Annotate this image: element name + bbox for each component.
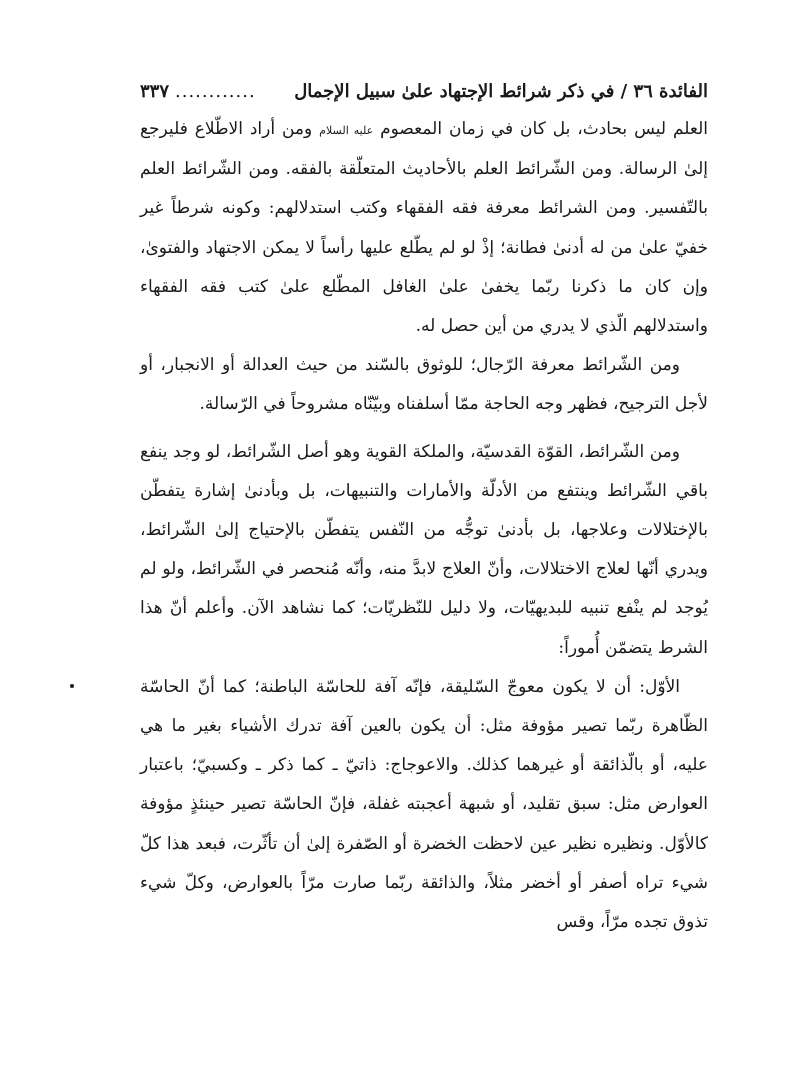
chapter-title: الفائدة ٣٦ / في ذكر شرائط الإجتهاد علىٰ سبيل الإجمال <box>294 81 708 102</box>
book-page <box>140 74 708 942</box>
page-number: ٣٣٧ <box>140 81 170 102</box>
margin-dot <box>70 684 74 688</box>
running-header <box>140 74 708 110</box>
paragraph-2: ومن الشّرائط معرفة الرّجال؛ للوثوق بالسّند من حيث العدالة أو الانجبار، أو لأجل الترجيح، فظهر وجه الحاجة ممّا أسلفناه وبيّنّاه مشروحاً في الرّسالة. <box>140 355 708 415</box>
honorific-text: عليه السلام <box>319 124 374 137</box>
paragraph-1: العلم ليس بحادث، بل كان في زمان المعصوم عليه السلام ومن أراد الاطّلاع فليرجع إلىٰ الرسالة. ومن الشّرائط العلم بالأحاديث المتعلّقة بالفقه. ومن الشّرائط العلم بالتّفسير. ومن الشرائط معرفة فقه الفقهاء وكتب استدلالهم: وكونه شرطاً غير خفيّ علىٰ من له أدنىٰ فطانة؛ إذْ لو لم يطّلع عليها رأساً لا يمكن الاجتهاد والفتوىٰ، وإن كان ما ذكرنا ربّما يخفىٰ علىٰ الغافل المطّلع علىٰ كتب فقه الفقهاء واستدلالهم الّذي لا يدري من أين حصل له. <box>140 119 708 337</box>
header-dots: ............ <box>175 81 256 102</box>
paragraph-4: الأوّل: أن لا يكون معوجّ السّليقة، فإنّه آفة للحاسّة الباطنة؛ كما أنّ الحاسّة الظّاهرة ربّما تصير مؤوفة مثل: أن يكون بالعين آفة تدرك الأشياء بغير ما هي عليه، أو بالّذائقة أو غيرهما كذلك. والاعوجاج: ذاتيّ ـ كما ذكر ـ وكسبيّ؛ باعتبار العوارض مثل: سبق تقليد، أو شبهة أعجبته غفلة، فإنّ الحاسّة تصير حينئذٍ مؤوفة كالأوّل. ونظيره نظير عين لاحظت الخضرة أو الصّفرة إلىٰ أن تأثّرت، فبعد هذا كلّ شيء تراه أصفر أو أخضر مثلاً، والذائقة ربّما صارت مرّاً بالعوارض، وكلّ شيء تذوق تجده مرّاً، وقس <box>140 676 708 933</box>
paragraph-3: ومن الشّرائط، القوّة القدسيّة، والملكة القوية وهو أصل الشّرائط، لو وجد ينفع باقي الشّرائط وينتفع من الأدلّة والأمارات والتنبيهات، بل وبأدنىٰ إشارة يتفطّن بالإختلالات وعلاجها، بل بأدنىٰ توجُّه من النّفس يتفطّن بالإحتياج إلىٰ الشّرائط، ويدري أنّها لعلاج الاختلالات، وأنّ العلاج لابدَّ منه، وأنّه مُنحصر في الشّرائط، ولو لم يُوجد لم ينْفع تنبيه للبديهيّات، ولا دليل للنّظريّات؛ كما نشاهد الآن. وأعلم أنّ هذا الشرط يتضمّن أُموراً: <box>140 441 708 658</box>
